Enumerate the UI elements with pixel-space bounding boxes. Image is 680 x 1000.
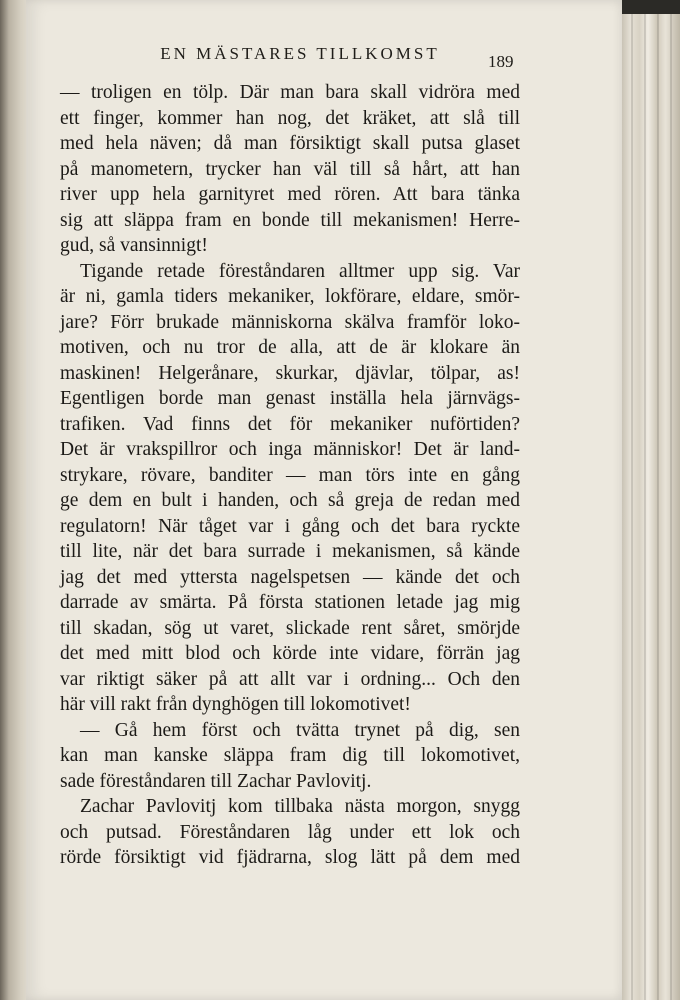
book-cover-edge — [622, 0, 680, 14]
text-line: det med mitt blod och körde inte vidare, förrän jag — [60, 643, 520, 664]
text-line: jare? Förr brukade människorna skälva framför loko- — [60, 311, 520, 333]
body-text — [60, 80, 520, 871]
text-line: rörde försiktigt vid fjädrarna, slog lätt på dem med — [60, 847, 520, 868]
text-line: kan man kanske släppa fram dig till lokomotivet, — [60, 745, 520, 766]
text-line: här vill rakt från dynghögen till lokomotivet! — [60, 694, 411, 715]
text-line: river upp hela garnityret med rören. Att bara tänka — [60, 184, 520, 205]
text-line: motiven, och nu tror de alla, att de är klokare än — [60, 337, 520, 358]
text-line: jag det med yttersta nagelspetsen — kände det och — [60, 566, 520, 588]
text-line: regulatorn! När tåget var i gång och det bara ryckte — [60, 515, 520, 537]
text-line: maskinen! Helgerånare, skurkar, djävlar, tölpar, as! — [60, 362, 520, 384]
text-line: trafiken. Vad finns det för mekaniker nuförtiden? — [60, 413, 520, 435]
text-line: var riktigt säker på att allt var i ordning... Och den — [60, 668, 520, 690]
text-line: på manometern, trycker han väl till så hårt, att han — [60, 158, 520, 180]
text-line: Det är vrakspillror och inga människor! Det är land- — [60, 439, 520, 460]
text-line: Tigande retade föreståndaren alltmer upp sig. Var — [80, 260, 520, 282]
text-line: är ni, gamla tiders mekaniker, lokförare, eldare, smör- — [60, 286, 520, 307]
text-line: till lite, när det bara surrade i mekanismen, så kände — [60, 541, 520, 562]
page-number: 189 — [488, 52, 514, 71]
page-stack-edge — [622, 0, 680, 1000]
text-line: gud, så vansinnigt! — [60, 235, 208, 256]
text-line: ett finger, kommer han nog, det kräket, att slå till — [60, 107, 520, 129]
text-line: Egentligen borde man genast inställa hela järnvägs- — [60, 388, 520, 409]
text-line: sig att släppa fram en bonde till mekanismen! Herre- — [60, 209, 520, 231]
text-line: Zachar Pavlovitj kom tillbaka nästa morgon, snygg — [80, 796, 520, 817]
running-title: EN MÄSTARES TILLKOMST — [160, 44, 440, 63]
text-line: darrade av smärta. På första stationen letade jag mig — [60, 592, 520, 613]
text-line: med hela näven; då man försiktigt skall putsa glaset — [60, 133, 520, 154]
text-line: till skadan, sög ut varet, slickade rent såret, smörjde — [60, 617, 520, 639]
text-line: och putsad. Föreståndaren låg under ett lok och — [60, 821, 520, 843]
text-line: sade föreståndaren till Zachar Pavlovitj. — [60, 770, 372, 792]
text-line: ge dem en bult i handen, och så greja de redan med — [60, 490, 520, 511]
text-line: — troligen en tölp. Där man bara skall vidröra med — [60, 82, 520, 103]
text-line: — Gå hem först och tvätta trynet på dig, sen — [80, 719, 520, 741]
text-line: strykare, rövare, banditer — man törs inte en gång — [60, 464, 520, 486]
